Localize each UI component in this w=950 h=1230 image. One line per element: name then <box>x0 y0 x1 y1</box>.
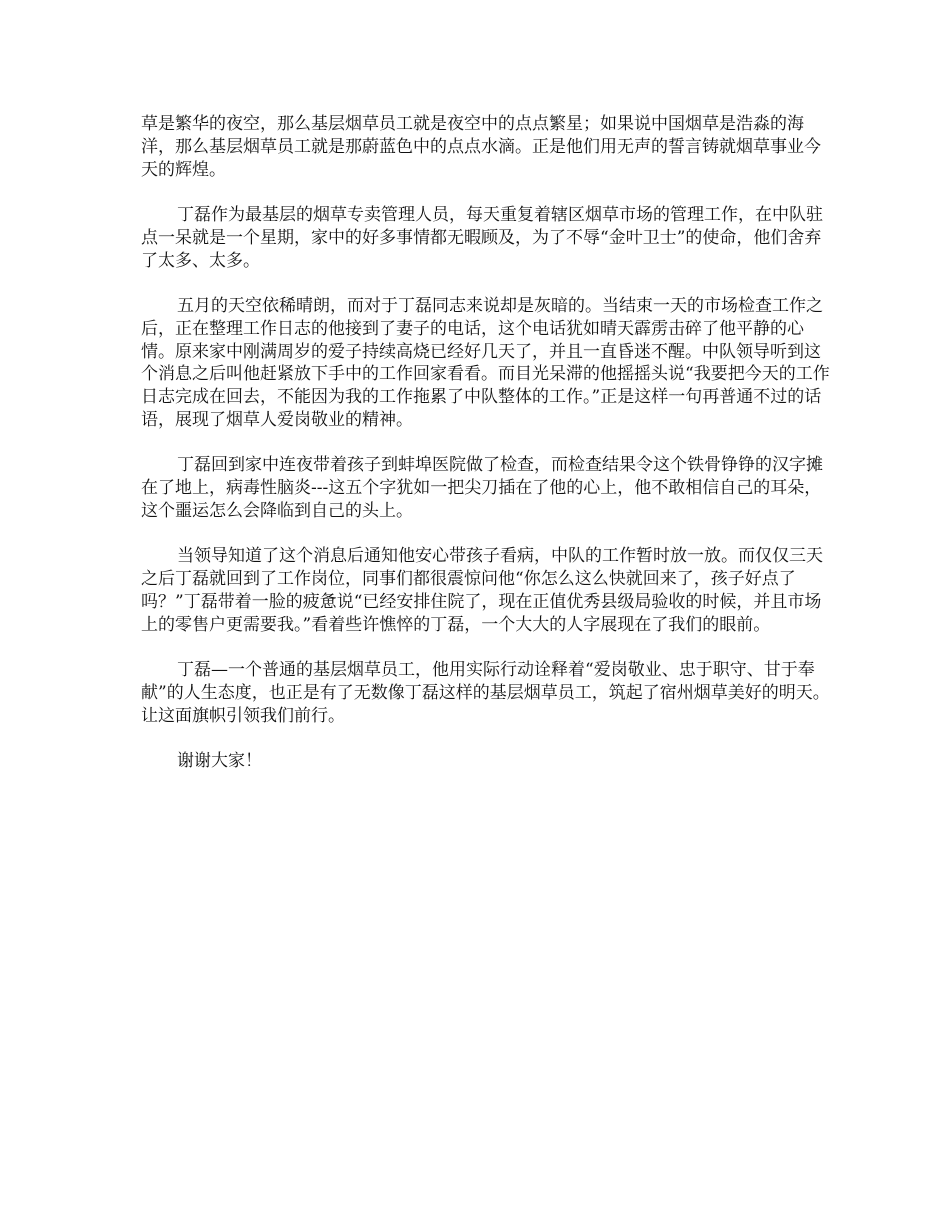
paragraph-3: 五月的天空依稀晴朗，而对于丁磊同志来说却是灰暗的。当结束一天的市场检查工作之后，正在整理工作日志的他接到了妻子的电话，这个电话犹如晴天霹雳击碎了他平静的心情。原来家中刚满周岁的爱子持续高烧已经好几天了，并且一直昏迷不醒。中队领导听到这个消息之后叫他赶紧放下手中的工作回家看看。而目光呆滞的他摇摇头说“我要把今天的工作日志完成在回去，不能因为我的工作拖累了中队整体的工作。”正是这样一句再普通不过的话语，展现了烟草人爱岗敬业的精神。 <box>141 295 830 430</box>
paragraph-1: 草是繁华的夜空，那么基层烟草员工就是夜空中的点点繁星；如果说中国烟草是浩淼的海洋，那么基层烟草员工就是那蔚蓝色中的点点水滴。正是他们用无声的誓言铸就烟草事业今天的辉煌。 <box>141 114 821 180</box>
document-body <box>141 113 831 795</box>
paragraph-6: 丁磊—一个普通的基层烟草员工，他用实际行动诠释着“爱岗敬业、忠于职守、甘于奉献”的人生态度，也正是有了无数像丁磊这样的基层烟草员工，筑起了宿州烟草美好的明天。让这面旗帜引领我们前行。 <box>141 660 830 726</box>
closing-line: 谢谢大家！ <box>177 751 262 772</box>
paragraph-5: 当领导知道了这个消息后通知他安心带孩子看病，中队的工作暂时放一放。而仅仅三天之后丁磊就回到了工作岗位，同事们都很震惊问他“你怎么这么快就回来了，孩子好点了吗？”丁磊带着一脸的疲惫说“已经安排住院了，现在正值优秀县级局验收的时候，并且市场上的零售户更需要我。”看着些许憔悴的丁磊，一个大大的人字展现在了我们的眼前。 <box>141 546 823 635</box>
paragraph-2: 丁磊作为最基层的烟草专卖管理人员，每天重复着辖区烟草市场的管理工作，在中队驻点一呆就是一个星期，家中的好多事情都无暇顾及，为了不辱“金叶卫士”的使命，他们舍弃了太多、太多。 <box>141 204 823 271</box>
paragraph-4: 丁磊回到家中连夜带着孩子到蚌埠医院做了检查，而检查结果令这个铁骨铮铮的汉字摊在了地上，病毒性脑炎---这五个字犹如一把尖刀插在了他的心上，他不敢相信自己的耳朵，这个噩运怎么会降临到自己的头上。 <box>141 455 823 521</box>
